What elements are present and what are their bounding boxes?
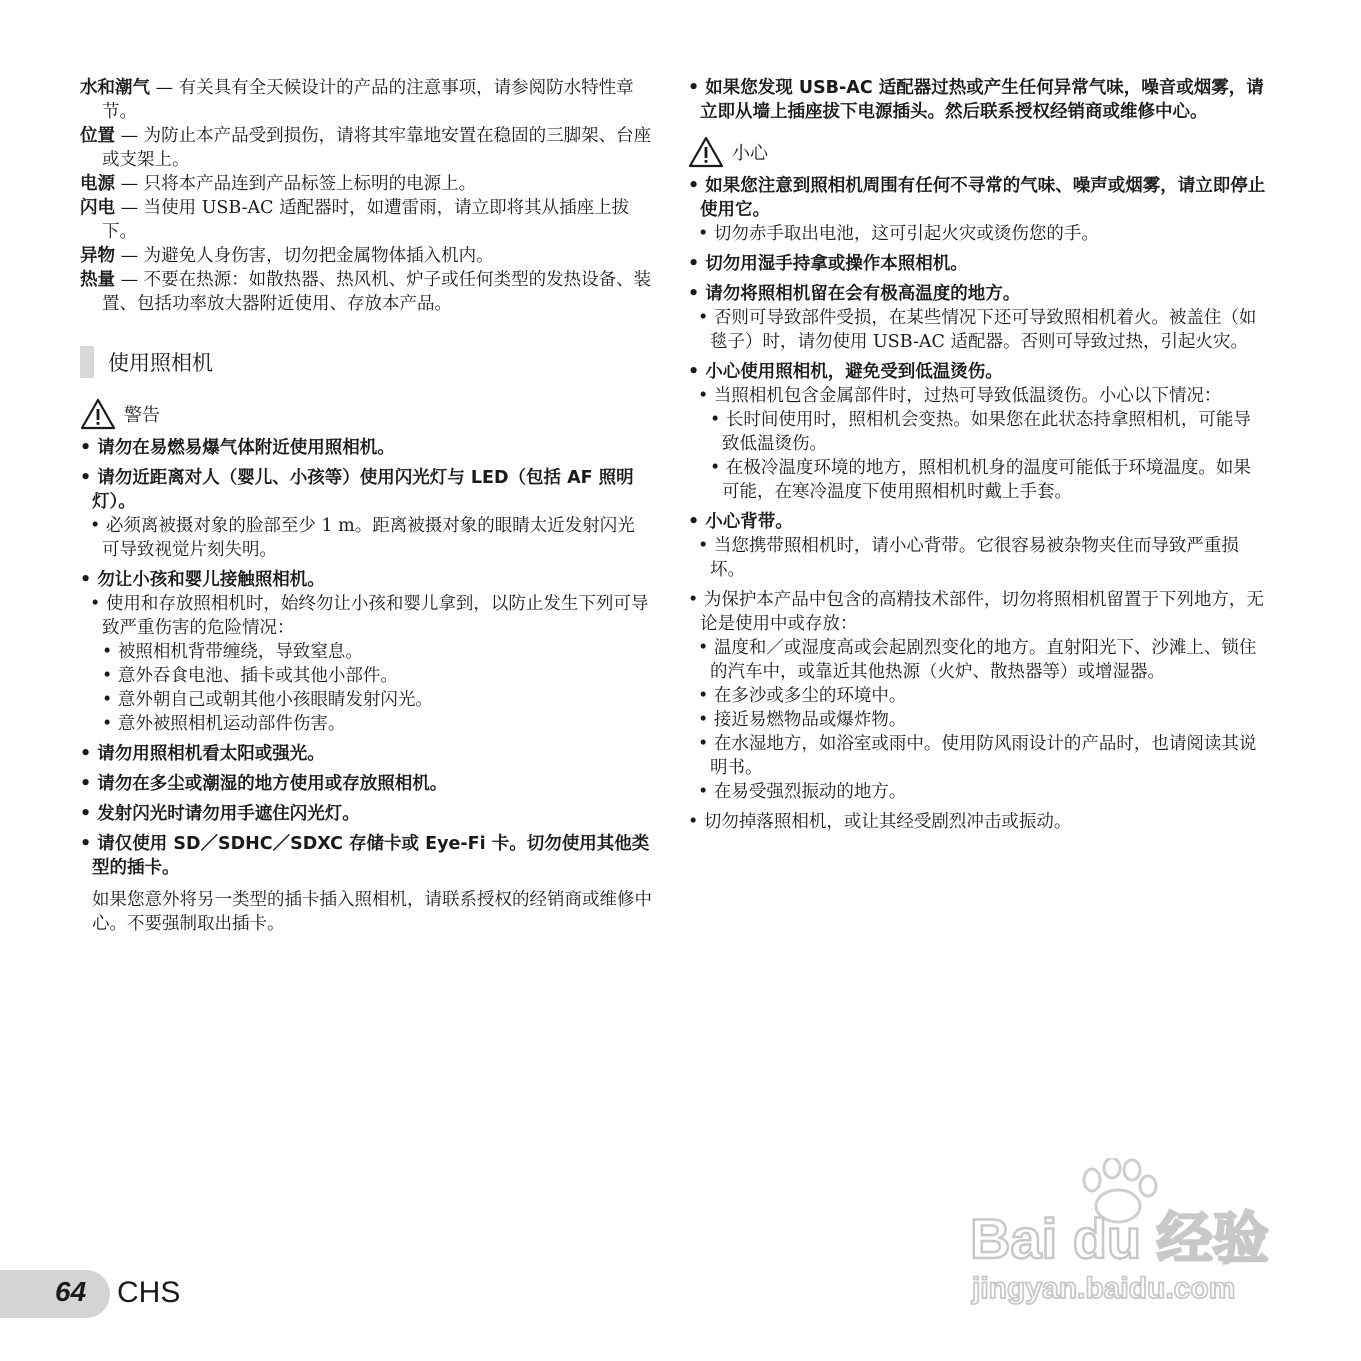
list-item: • 小心使用照相机，避免受到低温烫伤。 (688, 362, 1003, 382)
note-paragraph: 如果您意外将另一类型的插卡插入照相机，请联系授权的经销商或维修中心。不要强制取出插卡。 (92, 890, 652, 934)
sub-sub-list-item: • 被照相机背带缠绕，导致窒息。 (102, 642, 363, 662)
caution-icon (688, 136, 724, 168)
sub-list-item: • 温度和／或湿度高或会起剧烈变化的地方。直射阳光下、沙滩上、锁住的汽车中，或靠近其他热源（火炉、散热器等）或增湿器。 (698, 638, 1257, 682)
sub-sub-list-item: • 在极冷温度环境的地方，照相机机身的温度可能低于环境温度。如果可能，在寒冷温度下使用照相机时戴上手套。 (710, 458, 1251, 502)
list-item: • 请仅使用 SD／SDHC／SDXC 存储卡或 Eye-Fi 卡。切勿使用其他类型的插卡。 (80, 834, 650, 878)
sub-list-item: • 必须离被摄对象的脸部至少 1 m。距离被摄对象的眼睛太近发射闪光可导致视觉片刻失明。 (90, 516, 635, 560)
definition-item: 水和潮气 — 有关具有全天候设计的产品的注意事项，请参阅防水特性章节。 (80, 78, 634, 122)
definition-item: 电源 — 只将本产品连到产品标签上标明的电源上。 (80, 174, 477, 194)
watermark-brand: Bai du 经验 (970, 1207, 1269, 1270)
warning-label: 警告 (124, 405, 160, 426)
language-label: CHS (117, 1276, 181, 1309)
list-item: • 请勿在易燃易爆气体附近使用照相机。 (80, 438, 395, 458)
sub-list-item: • 当照相机包含金属部件时，过热可导致低温烫伤。小心以下情况： (698, 386, 1222, 406)
sub-list-item: • 在多沙或多尘的环境中。 (698, 686, 907, 706)
sub-sub-list-item: • 意外朝自己或朝其他小孩眼睛发射闪光。 (102, 690, 433, 710)
list-item: • 小心背带。 (688, 512, 793, 532)
page-number: 64 (55, 1276, 87, 1307)
list-item: • 如果您发现 USB-AC 适配器过热或产生任何异常气味，噪音或烟雾，请立即从墙上插座拔下电源插头。然后联系授权经销商或维修中心。 (688, 78, 1264, 122)
list-item: • 为保护本产品中包含的高精技术部件，切勿将照相机留置于下列地方，无论是使用中或存放： (688, 590, 1264, 634)
baidu-jingyan-watermark (960, 1158, 1280, 1308)
sub-sub-list-item: • 意外被照相机运动部件伤害。 (102, 714, 346, 734)
section-heading (80, 346, 652, 378)
definition-item: 闪电 — 当使用 USB-AC 适配器时，如遭雷雨，请立即将其从插座上拔下。 (80, 198, 630, 242)
definition-item: 热量 — 不要在热源：如散热器、热风机、炉子或任何类型的发热设备、装置、包括功率放大器附近使用、存放本产品。 (80, 270, 652, 314)
sub-sub-list-item: • 意外吞食电池、插卡或其他小部件。 (102, 666, 398, 686)
list-item: • 发射闪光时请勿用手遮住闪光灯。 (80, 804, 360, 824)
caution-heading (688, 136, 1268, 168)
list-item: • 请勿将照相机留在会有极高温度的地方。 (688, 284, 1021, 304)
sub-list-item: • 在水湿地方，如浴室或雨中。使用防风雨设计的产品时，也请阅读其说明书。 (698, 734, 1257, 778)
sub-list-item: • 使用和存放照相机时，始终勿让小孩和婴儿拿到，以防止发生下列可导致严重伤害的危险情况： (90, 594, 649, 638)
list-item: • 如果您注意到照相机周围有任何不寻常的气味、噪声或烟雾，请立即停止使用它。 (688, 176, 1266, 220)
right-column (688, 76, 1268, 834)
definition-item: 异物 — 为避免人身伤害，切勿把金属物体插入机内。 (80, 246, 494, 266)
heading-bar (80, 346, 94, 378)
sub-list-item: • 否则可导致部件受损，在某些情况下还可导致照相机着火。被盖住（如毯子）时，请勿使用 USB-AC 适配器。否则可导致过热，引起火灾。 (698, 308, 1257, 352)
list-item: • 勿让小孩和婴儿接触照相机。 (80, 570, 325, 590)
sub-sub-list-item: • 长时间使用时，照相机会变热。如果您在此状态持拿照相机，可能导致低温烫伤。 (710, 410, 1251, 454)
section-title: 使用照相机 (108, 351, 213, 375)
list-item: • 切勿用湿手持拿或操作本照相机。 (688, 254, 968, 274)
warning-icon (80, 398, 116, 430)
sub-list-item: • 接近易燃物品或爆炸物。 (698, 710, 907, 730)
list-item: • 请勿近距离对人（婴儿、小孩等）使用闪光灯与 LED（包括 AF 照明灯）。 (80, 468, 634, 512)
sub-list-item: • 当您携带照相机时，请小心背带。它很容易被杂物夹住而导致严重损坏。 (698, 536, 1239, 580)
sub-list-item: • 切勿赤手取出电池，这可引起火灾或烫伤您的手。 (698, 224, 1099, 244)
list-item: • 请勿用照相机看太阳或强光。 (80, 744, 325, 764)
sub-list-item: • 在易受强烈振动的地方。 (698, 782, 907, 802)
warning-heading (80, 398, 652, 430)
definition-item: 位置 — 为防止本产品受到损伤，请将其牢靠地安置在稳固的三脚架、台座或支架上。 (80, 126, 652, 170)
watermark-url: jingyan.baidu.com (972, 1272, 1236, 1305)
list-item: • 请勿在多尘或潮湿的地方使用或存放照相机。 (80, 774, 448, 794)
left-column (80, 76, 652, 936)
list-item: • 切勿掉落照相机，或让其经受剧烈冲击或振动。 (688, 812, 1072, 832)
caution-label: 小心 (732, 143, 768, 164)
